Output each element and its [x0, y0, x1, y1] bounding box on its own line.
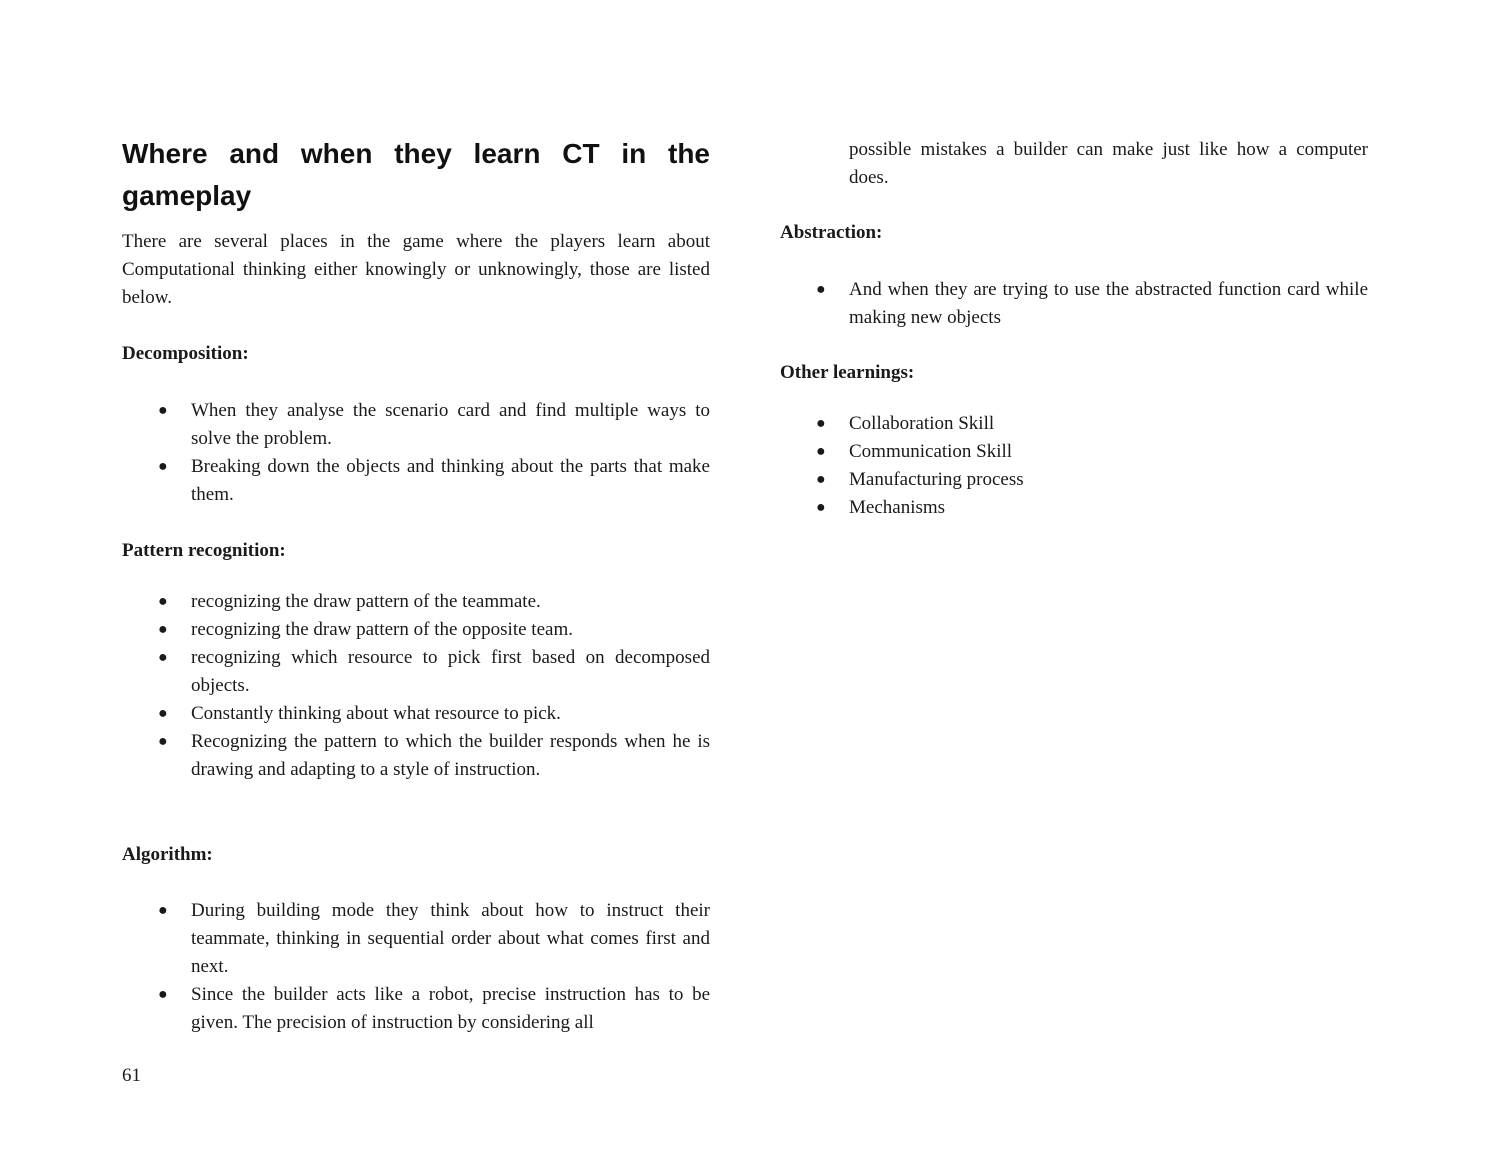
bullet-icon: ●	[158, 458, 168, 475]
list-item	[122, 453, 710, 509]
abstraction-list	[780, 276, 1368, 332]
list-item	[122, 897, 710, 981]
other-learnings-title: Other learnings:	[780, 362, 915, 383]
list-item-text: And when they are trying to use the abstracted function card while making new objects	[849, 279, 1368, 328]
abstraction-title: Abstraction:	[780, 222, 883, 243]
bullet-icon: ●	[158, 902, 168, 919]
bullet-icon: ●	[816, 281, 826, 298]
bullet-icon: ●	[158, 593, 168, 610]
list-item	[780, 410, 1368, 438]
page-number: 61	[122, 1065, 141, 1086]
bullet-icon: ●	[816, 415, 826, 432]
list-item	[780, 438, 1368, 466]
list-item-text: Collaboration Skill	[849, 413, 995, 434]
list-item-text: Communication Skill	[849, 441, 1013, 462]
list-item-text: Since the builder acts like a robot, precise instruction has to be given. The precision of instruction by considering all	[191, 984, 710, 1033]
list-item	[122, 981, 710, 1037]
algorithm-list	[122, 897, 710, 1037]
bullet-icon: ●	[158, 402, 168, 419]
bullet-icon: ●	[158, 705, 168, 722]
list-item	[122, 397, 710, 453]
decomposition-title: Decomposition:	[122, 343, 249, 364]
continued-paragraph: possible mistakes a builder can make just like how a computer does.	[849, 139, 1368, 188]
pattern-recognition-list	[122, 588, 710, 784]
list-item-text: Constantly thinking about what resource to pick.	[191, 703, 561, 724]
bullet-icon: ●	[816, 499, 826, 516]
bullet-icon: ●	[816, 443, 826, 460]
algorithm-title: Algorithm:	[122, 844, 213, 865]
list-item	[122, 616, 710, 644]
list-item-text: recognizing the draw pattern of the teammate.	[191, 591, 541, 612]
list-item-text: Mechanisms	[849, 497, 946, 518]
list-item-text: Recognizing the pattern to which the builder responds when he is drawing and adapting to a style of instruction.	[191, 731, 710, 780]
pattern-recognition-title: Pattern recognition:	[122, 540, 286, 561]
list-item	[122, 588, 710, 616]
list-item-text: When they analyse the scenario card and find multiple ways to solve the problem.	[191, 400, 710, 449]
list-item	[122, 700, 710, 728]
list-item-text: recognizing which resource to pick first based on decomposed objects.	[191, 647, 710, 696]
list-item	[780, 494, 1368, 522]
page-heading: Where and when they learn CT in the gameplay	[122, 138, 710, 211]
other-learnings-list	[780, 410, 1368, 522]
bullet-icon: ●	[158, 986, 168, 1003]
list-item	[780, 276, 1368, 332]
bullet-icon: ●	[158, 649, 168, 666]
list-item	[122, 644, 710, 700]
list-item-text: recognizing the draw pattern of the opposite team.	[191, 619, 573, 640]
decomposition-list	[122, 397, 710, 509]
bullet-icon: ●	[816, 471, 826, 488]
list-item	[780, 466, 1368, 494]
list-item-text: During building mode they think about how to instruct their teammate, thinking in sequential order about what comes first and next.	[191, 900, 710, 977]
bullet-icon: ●	[158, 733, 168, 750]
bullet-icon: ●	[158, 621, 168, 638]
intro-paragraph: There are several places in the game where the players learn about Computational thinking either knowingly or unknowingly, those are listed below.	[122, 231, 710, 308]
list-item-text: Breaking down the objects and thinking about the parts that make them.	[191, 456, 710, 505]
list-item-text: Manufacturing process	[849, 469, 1024, 490]
list-item	[122, 728, 710, 784]
